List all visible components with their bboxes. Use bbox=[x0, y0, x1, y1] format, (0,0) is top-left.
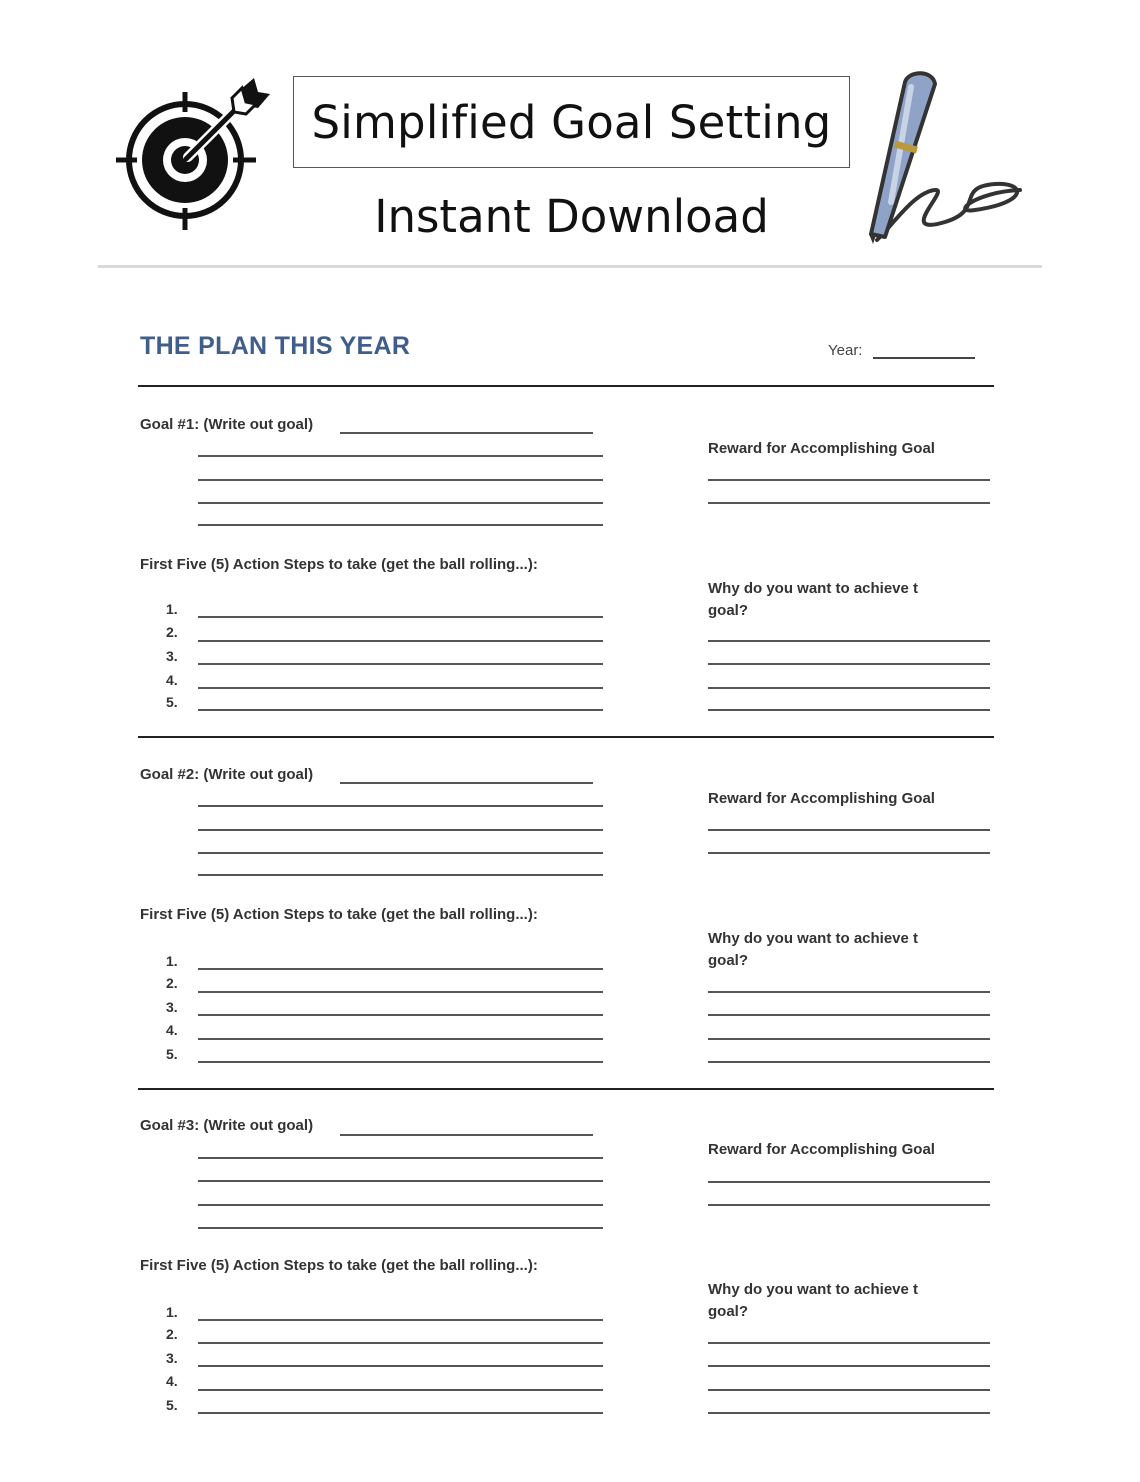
reward-label: Reward for Accomplishing Goal bbox=[708, 790, 935, 807]
why-write-line[interactable] bbox=[708, 709, 990, 711]
why-write-line[interactable] bbox=[708, 991, 990, 993]
steps-label: First Five (5) Action Steps to take (get the ball rolling...): bbox=[140, 1257, 538, 1274]
step-write-line[interactable] bbox=[198, 1038, 603, 1040]
step-write-line[interactable] bbox=[198, 640, 603, 642]
goal-label: Goal #3: (Write out goal) bbox=[140, 1117, 314, 1134]
goal-write-line[interactable] bbox=[198, 1180, 603, 1182]
why-label: Why do you want to achieve t goal? bbox=[708, 930, 919, 969]
goal-write-line[interactable] bbox=[198, 805, 603, 807]
step-number: 2. bbox=[166, 975, 178, 991]
reward-write-line[interactable] bbox=[708, 1181, 990, 1183]
step-number: 4. bbox=[166, 672, 178, 688]
step-write-line[interactable] bbox=[198, 709, 603, 711]
goal-write-line[interactable] bbox=[198, 874, 603, 876]
year-field-line[interactable] bbox=[873, 357, 975, 359]
step-write-line[interactable] bbox=[198, 616, 603, 618]
step-write-line[interactable] bbox=[198, 1061, 603, 1063]
goal-write-line[interactable] bbox=[198, 502, 603, 504]
step-write-line[interactable] bbox=[198, 1342, 603, 1344]
header-divider bbox=[98, 265, 1042, 268]
page-title: THE PLAN THIS YEAR bbox=[140, 332, 411, 360]
why-write-line[interactable] bbox=[708, 1389, 990, 1391]
why-write-line[interactable] bbox=[708, 1412, 990, 1414]
step-write-line[interactable] bbox=[198, 1389, 603, 1391]
reward-write-line[interactable] bbox=[708, 852, 990, 854]
section-divider bbox=[138, 385, 994, 387]
goal-write-line[interactable] bbox=[340, 1134, 593, 1136]
section-divider bbox=[138, 736, 994, 738]
why-write-line[interactable] bbox=[708, 1038, 990, 1040]
goal-label: Goal #2: (Write out goal) bbox=[140, 766, 314, 783]
year-label: Year: bbox=[828, 342, 863, 359]
step-write-line[interactable] bbox=[198, 663, 603, 665]
step-number: 1. bbox=[166, 953, 178, 969]
target-arrow-icon bbox=[112, 72, 277, 237]
step-write-line[interactable] bbox=[198, 1412, 603, 1414]
why-write-line[interactable] bbox=[708, 640, 990, 642]
step-number: 1. bbox=[166, 1304, 178, 1320]
reward-write-line[interactable] bbox=[708, 502, 990, 504]
why-write-line[interactable] bbox=[708, 663, 990, 665]
step-write-line[interactable] bbox=[198, 1014, 603, 1016]
step-write-line[interactable] bbox=[198, 991, 603, 993]
why-label: Why do you want to achieve t goal? bbox=[708, 580, 919, 619]
step-number: 3. bbox=[166, 648, 178, 664]
step-number: 3. bbox=[166, 999, 178, 1015]
step-number: 5. bbox=[166, 1046, 178, 1062]
step-write-line[interactable] bbox=[198, 968, 603, 970]
step-number: 5. bbox=[166, 694, 178, 710]
goal-block-2 bbox=[0, 750, 1140, 1090]
step-number: 4. bbox=[166, 1022, 178, 1038]
why-write-line[interactable] bbox=[708, 1342, 990, 1344]
why-write-line[interactable] bbox=[708, 1014, 990, 1016]
goal-write-line[interactable] bbox=[198, 829, 603, 831]
goal-write-line[interactable] bbox=[198, 1227, 603, 1229]
goal-write-line[interactable] bbox=[198, 1204, 603, 1206]
why-write-line[interactable] bbox=[708, 1365, 990, 1367]
subtitle: Instant Download bbox=[374, 190, 769, 243]
goal-write-line[interactable] bbox=[198, 524, 603, 526]
steps-label: First Five (5) Action Steps to take (get the ball rolling...): bbox=[140, 556, 538, 573]
reward-write-line[interactable] bbox=[708, 1204, 990, 1206]
step-write-line[interactable] bbox=[198, 687, 603, 689]
goal-write-line[interactable] bbox=[198, 1157, 603, 1159]
goal-write-line[interactable] bbox=[340, 432, 593, 434]
goal-write-line[interactable] bbox=[198, 852, 603, 854]
step-number: 3. bbox=[166, 1350, 178, 1366]
goal-write-line[interactable] bbox=[340, 782, 593, 784]
reward-write-line[interactable] bbox=[708, 479, 990, 481]
goal-write-line[interactable] bbox=[198, 455, 603, 457]
goal-block-1 bbox=[0, 400, 1140, 740]
goal-block-3 bbox=[0, 1101, 1140, 1441]
why-label: Why do you want to achieve t goal? bbox=[708, 1281, 919, 1320]
why-write-line[interactable] bbox=[708, 687, 990, 689]
step-number: 5. bbox=[166, 1397, 178, 1413]
step-number: 1. bbox=[166, 601, 178, 617]
step-number: 4. bbox=[166, 1373, 178, 1389]
title-box: Simplified Goal Setting bbox=[293, 76, 850, 168]
step-write-line[interactable] bbox=[198, 1319, 603, 1321]
step-number: 2. bbox=[166, 624, 178, 640]
reward-write-line[interactable] bbox=[708, 829, 990, 831]
step-number: 2. bbox=[166, 1326, 178, 1342]
why-write-line[interactable] bbox=[708, 1061, 990, 1063]
step-write-line[interactable] bbox=[198, 1365, 603, 1367]
steps-label: First Five (5) Action Steps to take (get the ball rolling...): bbox=[140, 906, 538, 923]
section-divider bbox=[138, 1088, 994, 1090]
reward-label: Reward for Accomplishing Goal bbox=[708, 1141, 935, 1158]
goal-write-line[interactable] bbox=[198, 479, 603, 481]
goal-label: Goal #1: (Write out goal) bbox=[140, 416, 314, 433]
pen-signature-icon bbox=[855, 62, 1035, 252]
reward-label: Reward for Accomplishing Goal bbox=[708, 440, 935, 457]
